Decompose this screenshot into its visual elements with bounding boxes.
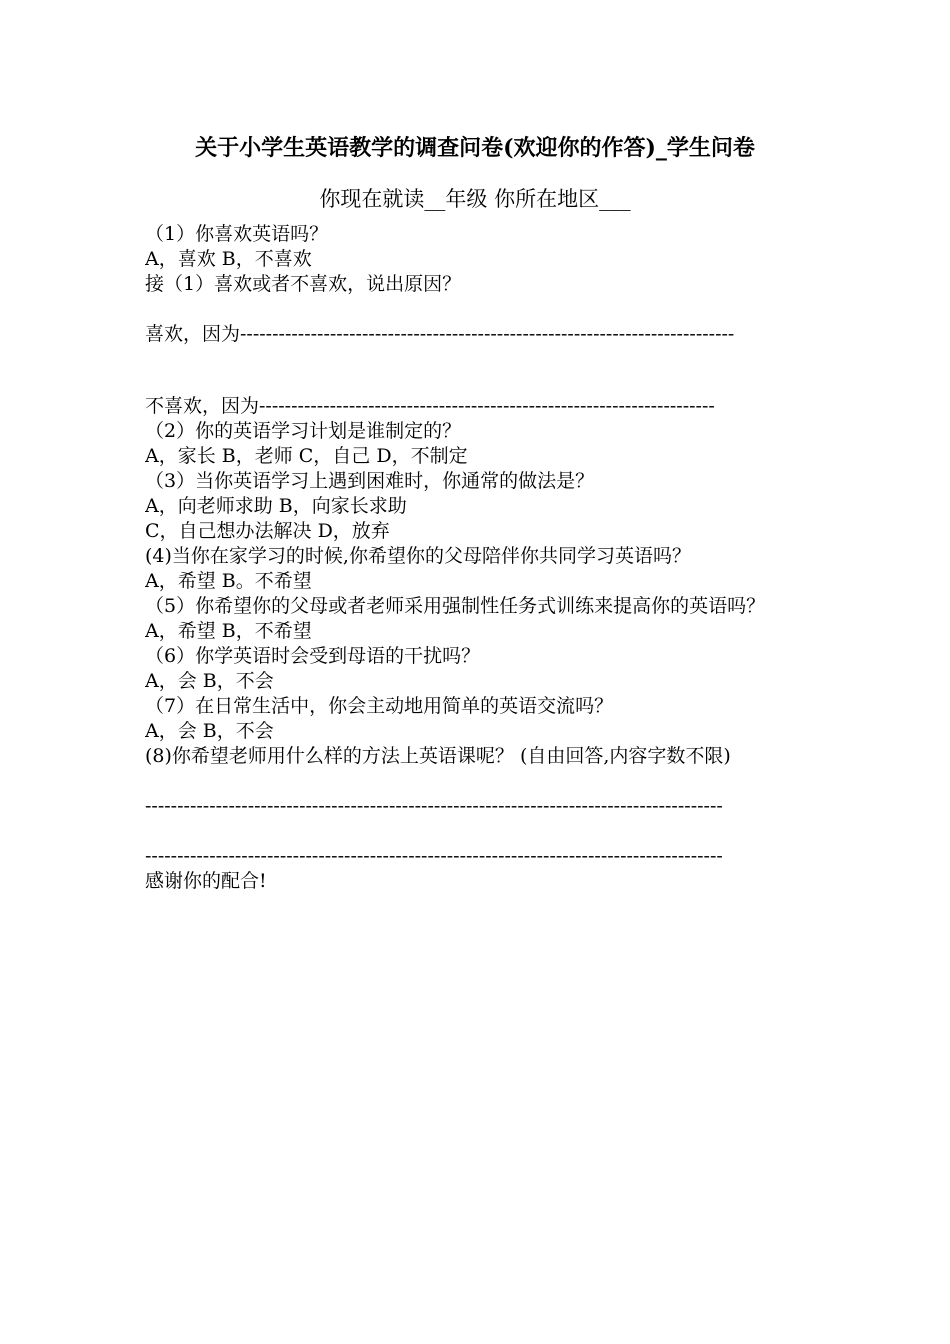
spacer bbox=[145, 819, 810, 844]
question-4-options: A，希望 B。不希望 bbox=[145, 570, 312, 592]
question-7: （7）在日常生活中，你会主动地用简单的英语交流吗？ bbox=[145, 695, 614, 717]
question-3: （3）当你英语学习上遇到困难时，你通常的做法是？ bbox=[145, 470, 595, 492]
like-reason-line: 喜欢，因为----------------------------------------------------------------------------- bbox=[145, 323, 735, 345]
question-5: （5）你希望你的父母或者老师采用强制性任务式训练来提高你的英语吗？ bbox=[145, 595, 766, 617]
spacer bbox=[145, 297, 810, 322]
questionnaire-body bbox=[145, 222, 810, 894]
grade-region-line: 你现在就读__年级 你所在地区___ bbox=[319, 187, 631, 211]
page-title: 关于小学生英语教学的调查问卷(欢迎你的作答)_学生问卷 bbox=[195, 135, 755, 161]
spacer bbox=[145, 347, 810, 394]
spacer bbox=[145, 769, 810, 794]
question-2: （2）你的英语学习计划是谁制定的？ bbox=[145, 420, 462, 442]
question-3-options-1: A，向老师求助 B，向家长求助 bbox=[145, 495, 407, 517]
question-4: (4)当你在家学习的时候,你希望你的父母陪伴你共同学习英语吗？ bbox=[145, 545, 691, 567]
question-1-followup: 接（1）喜欢或者不喜欢，说出原因？ bbox=[145, 273, 462, 295]
answer-line: ------------------------------------------------------------------------------------------ bbox=[145, 795, 723, 817]
answer-line: ------------------------------------------------------------------------------------------ bbox=[145, 845, 723, 867]
question-8: (8)你希望老师用什么样的方法上英语课呢？ (自由回答,内容字数不限) bbox=[145, 745, 731, 767]
thanks-text: 感谢你的配合! bbox=[145, 870, 267, 892]
question-1-options: A，喜欢 B，不喜欢 bbox=[145, 248, 312, 270]
question-6-options: A，会 B，不会 bbox=[145, 670, 274, 692]
question-6: （6）你学英语时会受到母语的干扰吗？ bbox=[145, 645, 481, 667]
question-3-options-2: C，自己想办法解决 D，放弃 bbox=[145, 520, 390, 542]
question-7-options: A，会 B，不会 bbox=[145, 720, 274, 742]
question-2-options: A，家长 B，老师 C，自己 D，不制定 bbox=[145, 445, 468, 467]
question-1: （1）你喜欢英语吗？ bbox=[145, 223, 329, 245]
dislike-reason-line: 不喜欢，因为----------------------------------------------------------------------- bbox=[145, 395, 715, 417]
question-5-options: A，希望 B，不希望 bbox=[145, 620, 312, 642]
